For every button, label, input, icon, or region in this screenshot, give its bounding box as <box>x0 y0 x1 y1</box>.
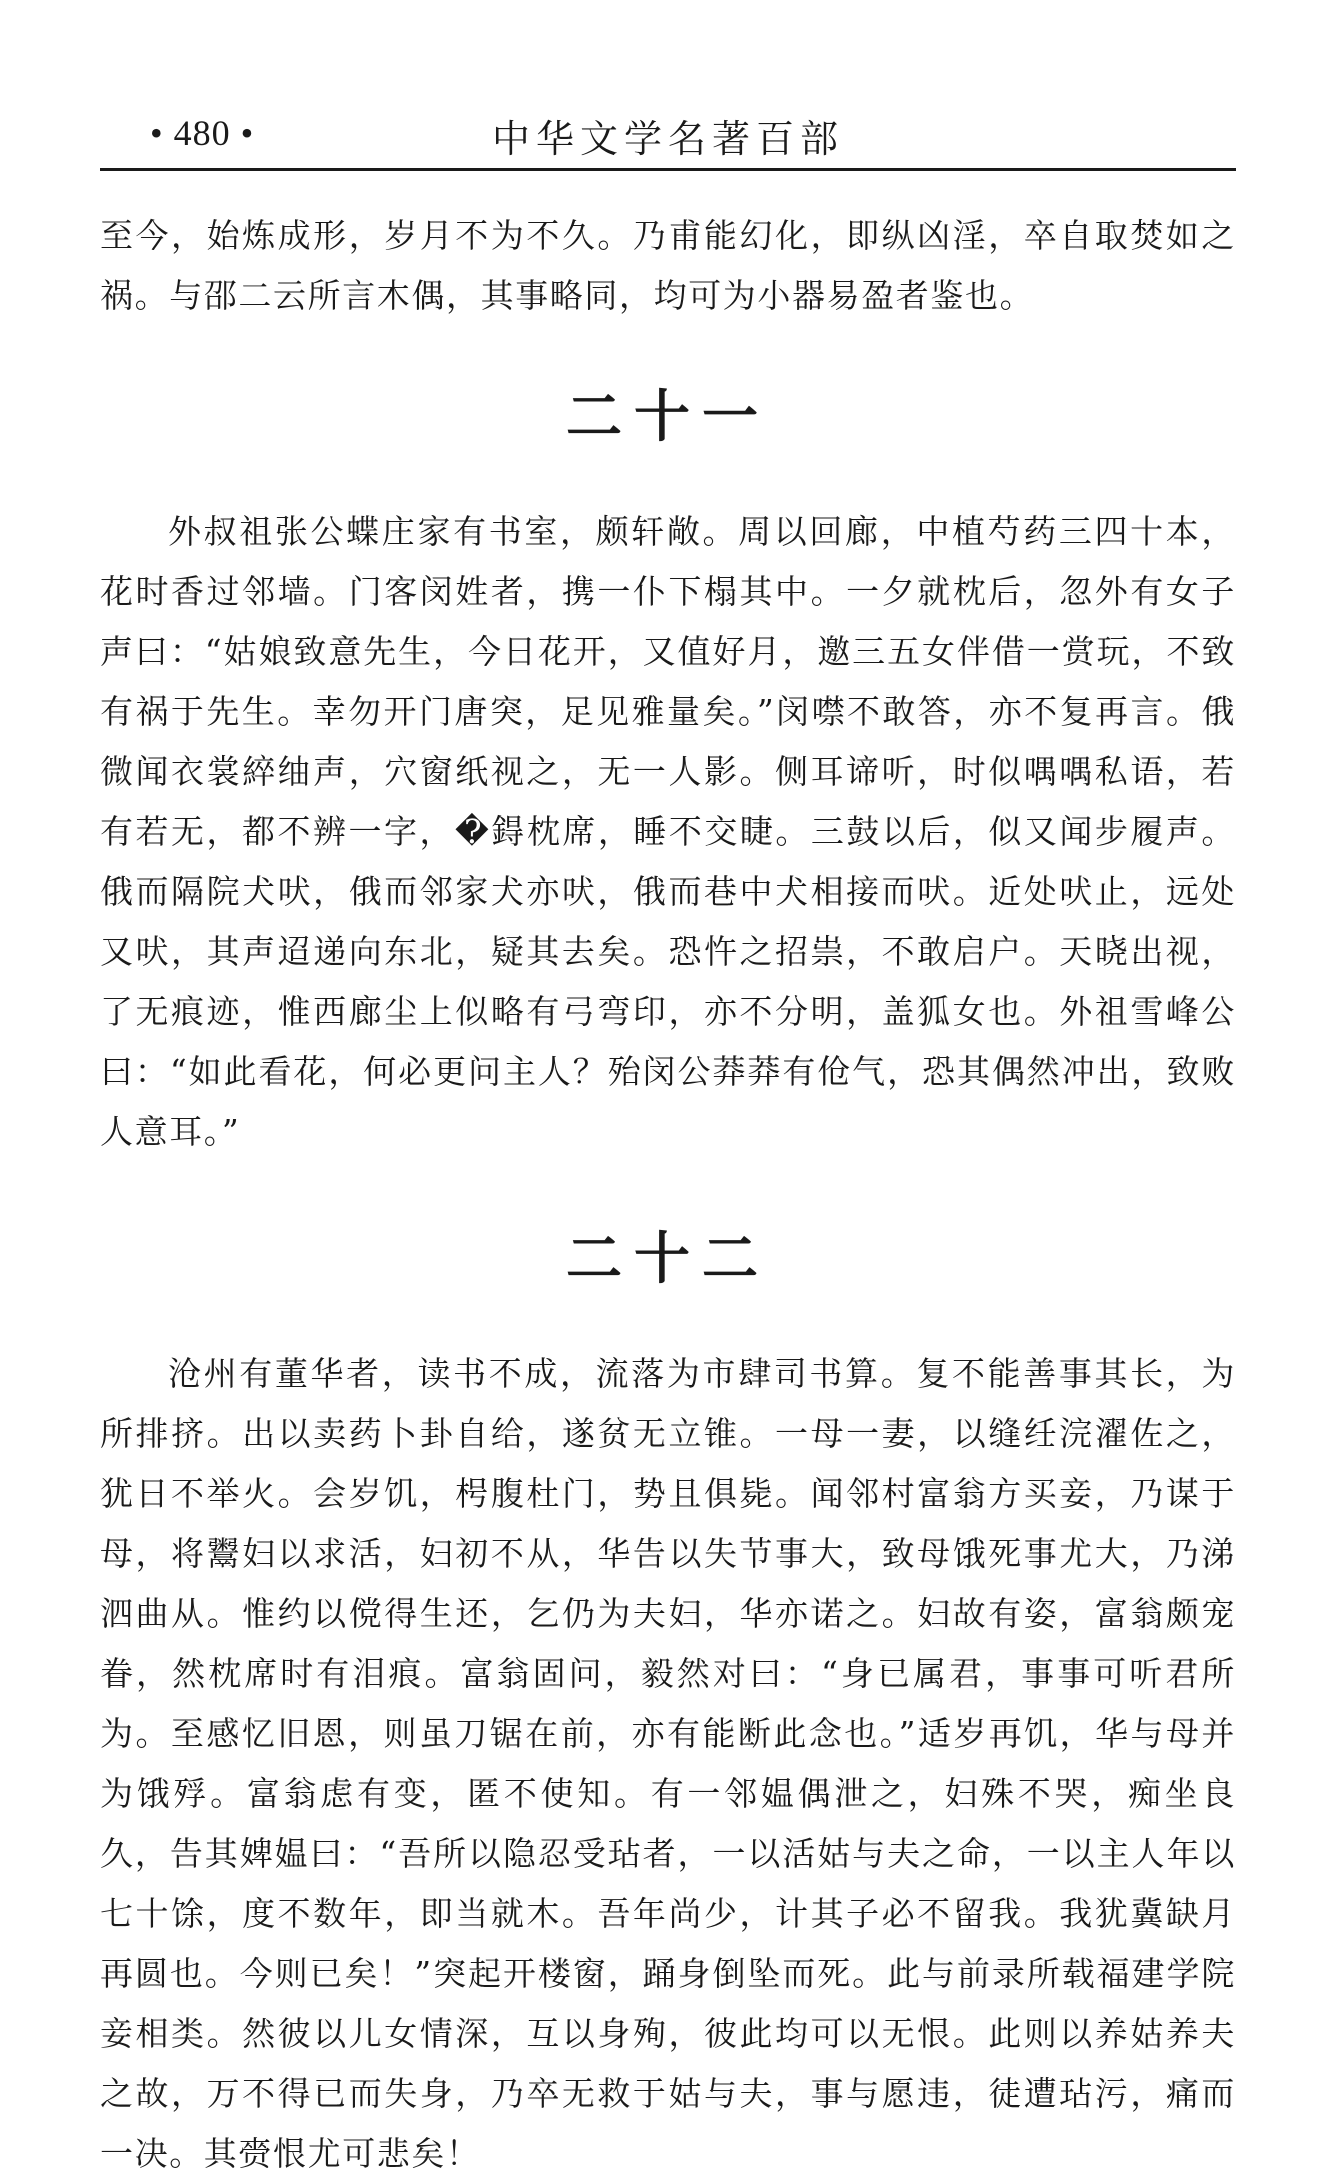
section-heading-21: 二十一 <box>566 384 770 450</box>
page-header <box>100 108 1236 168</box>
section-heading-22: 二十二 <box>566 1226 770 1292</box>
page-number: • 480 • <box>150 113 255 153</box>
continuation-paragraph: 至今，始炼成形，岁月不为不久。乃甫能幻化，即纵凶淫，卒自取焚如之祸。与邵二云所言木偶，其事略同，均可为小器易盈者鉴也。 <box>100 216 1236 315</box>
header-divider <box>100 168 1236 171</box>
section-22-paragraph: 沧州有董华者，读书不成，流落为市肆司书算。复不能善事其长，为所排挤。出以卖药卜卦自给，遂贫无立锥。一母一妻，以缝纴浣濯佐之，犹日不举火。会岁饥，枵腹杜门，势且俱毙。闻邻村富翁方买妾，乃谋于母，将鬻妇以求活，妇初不从，华告以失节事大，致母饿死事尤大，乃涕泗曲从。惟约以傥得生还，乞仍为夫妇，华亦诺之。妇故有姿，富翁颇宠眷，然枕席时有泪痕。富翁固问，毅然对曰：“身已属君，事事可听君所为。至感忆旧恩，则虽刀锯在前，亦有能断此念也。”适岁再饥，华与母并为饿殍。富翁虑有变，匿不使知。有一邻媪偶泄之，妇殊不哭，痴坐良久，告其婢媪曰：“吾所以隐忍受玷者，一以活姑与夫之命，一以主人年以七十馀，度不数年，即当就木。吾年尚少，计其子必不留我。我犹冀缺月再圆也。今则已矣！”突起开楼窗，踊身倒坠而死。此与前录所载福建学院妾相类。然彼以儿女情深，互以身殉，彼此均可以无恨。此则以养姑养夫之故，万不得已而失身，乃卒无救于姑与夫，事与愿违，徒遭玷污，痛而一决。其赍恨尤可悲矣！ <box>100 1354 1236 2173</box>
page-body <box>100 206 1236 2184</box>
section-21-paragraph: 外叔祖张公蝶庄家有书室，颇轩敞。周以回廊，中植芍药三四十本，花时香过邻墙。门客闵姓者，携一仆下榻其中。一夕就枕后，忽外有女子声曰：“姑娘致意先生，今日花开，又值好月，邀三五女伴借一赏玩，不致有祸于先生。幸勿开门唐突，足见雅量矣。”闵噤不敢答，亦不复再言。俄微闻衣裳綷䌷声，穴窗纸视之，无一人影。侧耳谛听，时似喁喁私语，若有若无，都不辨一字，�鍀枕席，睡不交睫。三鼓以后，似又闻步履声。俄而隔院犬吠，俄而邻家犬亦吠，俄而巷中犬相接而吠。近处吠止，远处又吠，其声迢递向东北，疑其去矣。恐忤之招祟，不敢启户。天晓出视，了无痕迹，惟西廊尘上似略有弓弯印，亦不分明，盖狐女也。外祖雪峰公曰：“如此看花，何必更问主人？殆闵公莽莽有伧气，恐其偶然冲出，致败人意耳。” <box>100 512 1236 1151</box>
running-title: 中华文学名著百部 <box>491 117 844 161</box>
